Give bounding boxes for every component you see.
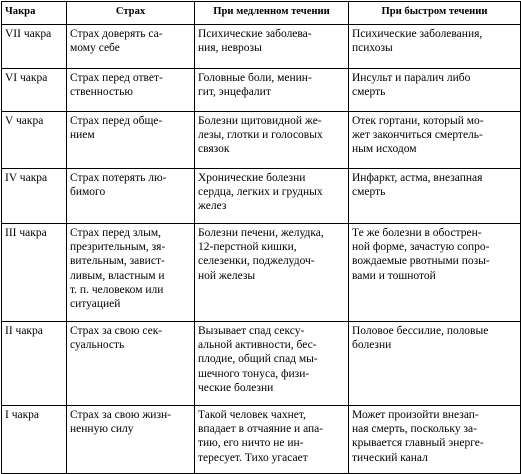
cell-text: Болезни печени, желудка, 12-перстной кишки, селезенки, поджелудоч- ной железы — [198, 227, 324, 282]
cell-fast — [349, 69, 521, 112]
cell-chakra — [2, 25, 67, 69]
table-row — [2, 322, 521, 406]
cell-slow — [195, 169, 349, 224]
cell-slow — [195, 322, 349, 406]
chakra-fears-table — [1, 1, 521, 474]
header-fear: Страх — [67, 2, 195, 25]
cell-fear — [67, 112, 195, 169]
cell-slow — [195, 25, 349, 69]
cell-slow — [195, 224, 349, 322]
cell-text: Страх перед обще- нием — [70, 115, 163, 142]
cell-text: III чакра — [5, 227, 47, 239]
cell-chakra — [2, 169, 67, 224]
cell-text: I чакра — [5, 409, 40, 421]
cell-text: VII чакра — [5, 28, 52, 40]
cell-fear — [67, 406, 195, 474]
cell-text: Страх за свою жизн- ненную силу — [70, 409, 171, 436]
cell-text: Хронические болезни сердца, легких и грудных желез — [198, 172, 323, 213]
cell-slow — [195, 406, 349, 474]
cell-text: Страх перед злым, презрительным, зя- вительным, завист- ливым, властным и т. п. человеком или ситуацией — [70, 227, 166, 311]
cell-text: Половое бессилие, половые болезни — [352, 325, 489, 352]
cell-slow — [195, 112, 349, 169]
cell-chakra — [2, 406, 67, 474]
cell-fear — [67, 169, 195, 224]
cell-fast — [349, 224, 521, 322]
cell-fear — [67, 224, 195, 322]
cell-text: Психические заболева- ния, неврозы — [198, 28, 312, 55]
cell-chakra — [2, 112, 67, 169]
table-row — [2, 112, 521, 169]
cell-fear — [67, 25, 195, 69]
cell-fear — [67, 322, 195, 406]
cell-text: Психические заболевания, психозы — [352, 28, 483, 55]
table-header-row — [2, 2, 521, 25]
table-row — [2, 406, 521, 474]
header-slow: При медленном течении — [195, 2, 349, 25]
cell-fast — [349, 112, 521, 169]
cell-text: Страх перед ответ- ственностью — [70, 72, 163, 99]
cell-fast — [349, 25, 521, 69]
cell-text: II чакра — [5, 325, 43, 337]
cell-text: IV чакра — [5, 172, 48, 184]
cell-text: Может произойти внезап- ная смерть, поскольку за- крывается главный энерге- тический канал — [352, 409, 484, 464]
cell-text: Болезни щитовидной же- лезы, глотки и голосовых связок — [198, 115, 323, 156]
cell-text: VI чакра — [5, 72, 48, 84]
cell-text: Вызывает спад сексу- альной активности, бес- плодие, общий спад мы- шечного тонуса, физи- ческие болезни — [198, 325, 318, 394]
table-row — [2, 25, 521, 69]
table-row — [2, 169, 521, 224]
cell-chakra — [2, 224, 67, 322]
cell-text: V чакра — [5, 115, 44, 127]
cell-text: Такой человек чахнет, впадает в отчаяние и апа- тию, его ничто не ин- тересует. Тихо угасает — [198, 409, 324, 464]
header-fast: При быстром течении — [349, 2, 521, 25]
table-row — [2, 224, 521, 322]
cell-fear — [67, 69, 195, 112]
cell-fast — [349, 406, 521, 474]
header-chakra: Чакра — [2, 2, 67, 25]
cell-text: Те же болезни в обострен- ной форме, зачастую сопро- вождаемые рвотными позы- вами и тошнотой — [352, 227, 490, 282]
cell-fast — [349, 169, 521, 224]
cell-text: Головные боли, менин- гит, энцефалит — [198, 72, 312, 99]
cell-text: Инфаркт, астма, внезапная смерть — [352, 172, 483, 199]
cell-text: Страх потерять лю- бимого — [70, 172, 167, 199]
cell-text: Инсульт и паралич либо смерть — [352, 72, 471, 99]
table-row — [2, 69, 521, 112]
cell-text: Отек гортани, который мо- жет закончиться смертель- ным исходом — [352, 115, 484, 156]
cell-chakra — [2, 69, 67, 112]
cell-text: Страх доверять са- мому себе — [70, 28, 163, 55]
cell-text: Страх за свою сек- суальность — [70, 325, 163, 352]
cell-chakra — [2, 322, 67, 406]
cell-slow — [195, 69, 349, 112]
cell-fast — [349, 322, 521, 406]
